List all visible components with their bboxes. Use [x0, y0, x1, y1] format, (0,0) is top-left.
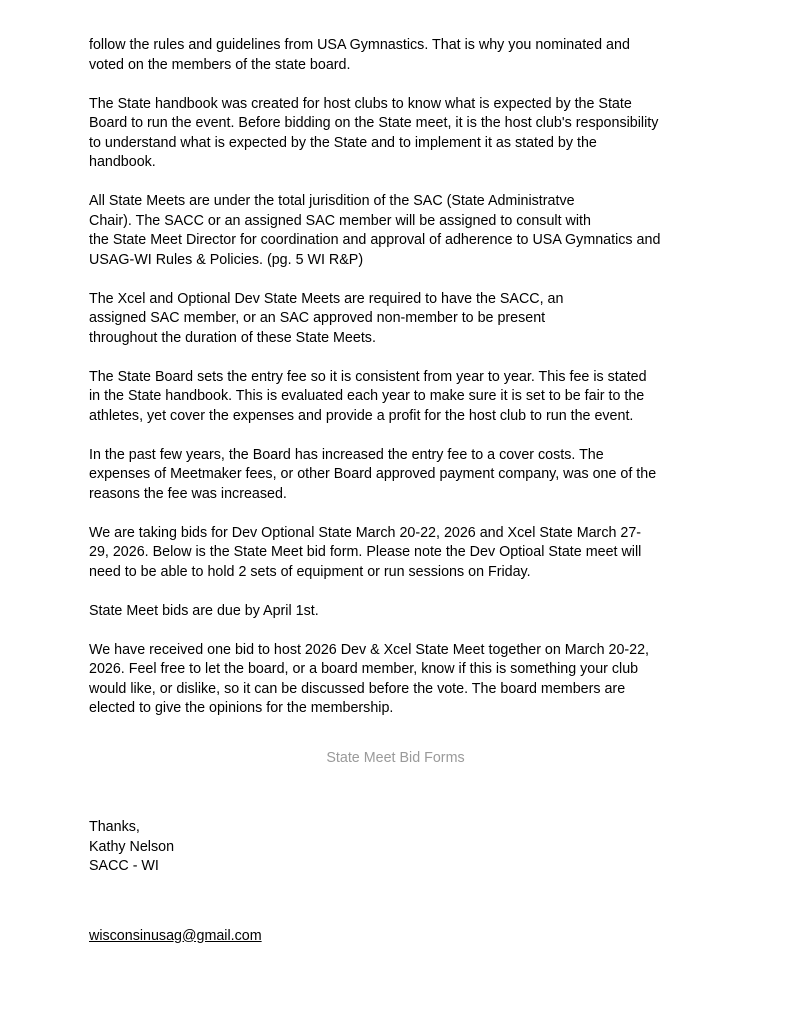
text-line: State Meet bids are due by April 1st.: [89, 602, 319, 619]
text-line: in the State handbook. This is evaluated each year to make sure it is set to be fair to the: [89, 388, 645, 404]
text-line: to understand what is expected by the State and to implement it as stated by the: [89, 134, 597, 151]
state-meet-bid-forms-link[interactable]: State Meet Bid Forms: [326, 749, 465, 766]
email-link[interactable]: wisconsinusag@gmail.com: [89, 927, 262, 944]
paragraph-taking-bids: [89, 524, 729, 583]
text-line: expenses of Meetmaker fees, or other Board approved payment company, was one of the: [89, 466, 657, 482]
text-line: 29, 2026. Below is the State Meet bid form. Please note the Dev Optioal State meet will: [89, 544, 642, 560]
text-line: We have received one bid to host 2026 Dev & Xcel State Meet together on March 20-22,: [89, 641, 650, 658]
paragraph-state-board-rules: [89, 36, 729, 75]
text-line: assigned SAC member, or an SAC approved non-member to be present: [89, 310, 546, 326]
text-line: elected to give the opinions for the membership.: [89, 700, 394, 716]
text-line: throughout the duration of these State Meets.: [89, 329, 376, 346]
email-line: [89, 927, 729, 947]
signature-title: SACC - WI: [89, 858, 159, 874]
paragraph-entry-fee: [89, 368, 729, 427]
text-line: reasons the fee was increased.: [89, 485, 287, 502]
paragraph-fee-increase: [89, 446, 729, 505]
text-line: USAG-WI Rules & Policies. (pg. 5 WI R&P): [89, 251, 364, 268]
text-line: the State Meet Director for coordination and approval of adherence to USA Gymnatics and: [89, 232, 661, 248]
text-line: athletes, yet cover the expenses and provide a profit for the host club to run the event.: [89, 407, 634, 424]
text-line: Chair). The SACC or an assigned SAC member will be assigned to consult with: [89, 212, 591, 229]
paragraph-bids-due: [89, 602, 729, 622]
text-line: We are taking bids for Dev Optional State March 20-22, 2026 and Xcel State March 27-: [89, 524, 642, 541]
signature-block: [89, 818, 729, 877]
text-line: All State Meets are under the total jurisdition of the SAC (State Administratve: [89, 193, 575, 209]
paragraph-xcel-optional-requirements: [89, 290, 729, 349]
text-line: follow the rules and guidelines from USA Gymnastics. That is why you nominated and: [89, 37, 630, 53]
text-line: would like, or dislike, so it can be discussed before the vote. The board members are: [89, 680, 626, 697]
letter-body: [89, 36, 729, 946]
text-line: Board to run the event. Before bidding on the State meet, it is the host club's responsibility: [89, 115, 659, 131]
paragraph-received-bid: [89, 641, 729, 719]
paragraph-state-handbook: [89, 95, 729, 173]
text-line: need to be able to hold 2 sets of equipment or run sessions on Friday.: [89, 563, 531, 580]
text-line: handbook.: [89, 154, 156, 170]
signature-closing: Thanks,: [89, 819, 140, 835]
text-line: In the past few years, the Board has increased the entry fee to a cover costs. The: [89, 446, 604, 463]
text-line: The Xcel and Optional Dev State Meets are required to have the SACC, an: [89, 290, 564, 307]
signature-name: Kathy Nelson: [89, 838, 175, 855]
text-line: The State Board sets the entry fee so it is consistent from year to year. This fee is stated: [89, 368, 647, 385]
text-line: voted on the members of the state board.: [89, 56, 351, 73]
text-line: The State handbook was created for host clubs to know what is expected by the State: [89, 95, 632, 112]
paragraph-sac-jurisdiction: [89, 192, 729, 270]
text-line: 2026. Feel free to let the board, or a board member, know if this is something your club: [89, 661, 639, 677]
